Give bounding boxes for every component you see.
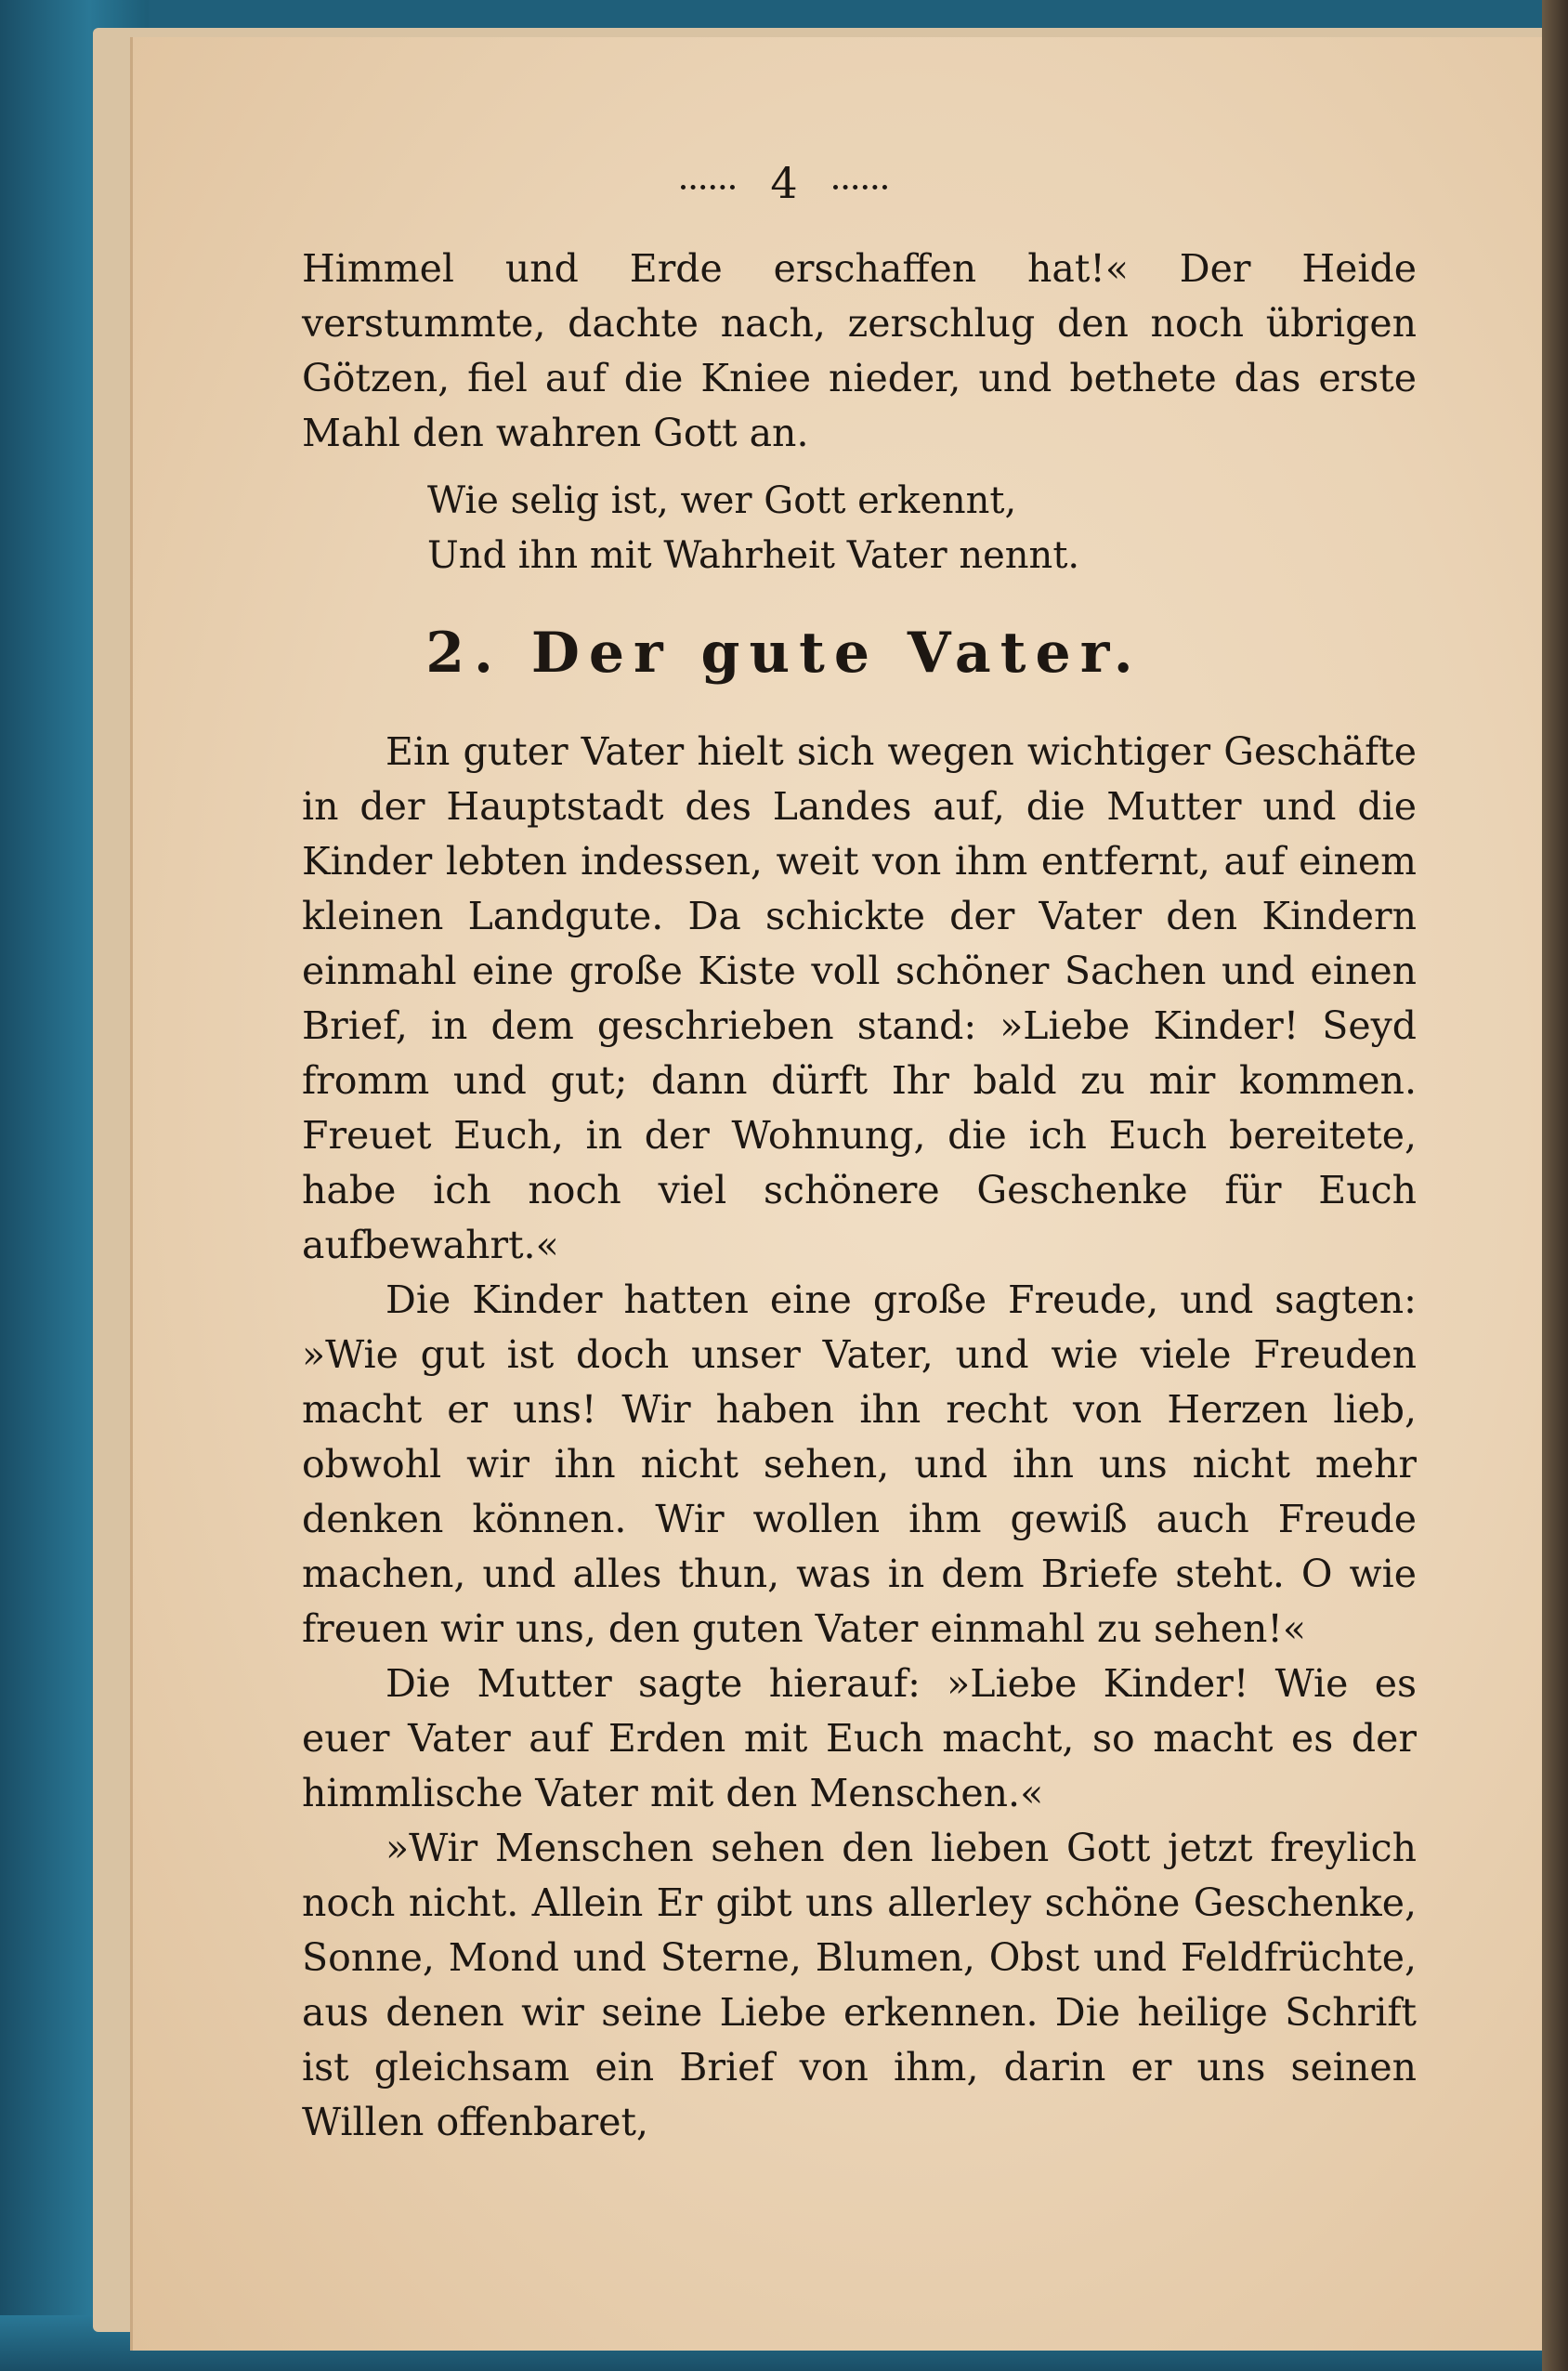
intro-text-block xyxy=(302,242,1417,461)
intro-paragraph: Himmel und Erde erschaffen hat!« Der Heide verstummte, dachte nach, zerschlug den noch übrigen Götzen, fiel auf die Kniee nieder, und bethete das erste Mahl den wahren Gott an. xyxy=(302,246,1417,455)
body-paragraph: Ein guter Vater hielt sich wegen wichtiger Geschäfte in der Hauptstadt des Landes auf, die Mutter und die Kinder lebten indessen, weit von ihm entfernt, auf einem kleinen Landgute. Da schickte der Vater den Kindern einmahl eine große Kiste voll schöner Sachen und einen Brief, in dem geschrieben stand: »Liebe Kinder! Seyd fromm und gut; dann dürft Ihr bald zu mir kommen. Freuet Euch, in der Wohnung, die ich Euch bereitete, habe ich noch viel schönere Geschenke für Euch aufbewahrt.« xyxy=(302,729,1417,1267)
verse-line: Wie selig ist, wer Gott erkennt, xyxy=(427,479,1017,522)
chapter-title: 2. Der gute Vater. xyxy=(425,621,1143,686)
body-paragraph: Die Mutter sagte hierauf: »Liebe Kinder! Wie es euer Vater auf Erden mit Euch macht, so macht es der himmlische Vater mit den Menschen.« xyxy=(302,1661,1417,1815)
page-number: 4 xyxy=(770,158,798,208)
facing-page-edge xyxy=(1542,0,1568,2371)
page-header xyxy=(0,158,1568,208)
header-ornament-left xyxy=(681,185,735,190)
verse-line: Und ihn mit Wahrheit Vater nennt. xyxy=(427,534,1080,577)
body-paragraph: »Wir Menschen sehen den lieben Gott jetzt freylich noch nicht. Allein Er gibt uns allerley schöne Geschenke, Sonne, Mond und Sterne, Blumen, Obst und Feldfrüchte, aus denen wir seine Liebe erkennen. Die heilige Schrift ist gleichsam ein Brief von ihm, darin er uns seinen Willen offenbaret, xyxy=(302,1826,1417,2144)
verse-block xyxy=(427,474,1449,583)
chapter-body xyxy=(302,725,1417,2150)
body-paragraph: Die Kinder hatten eine große Freude, und sagten: »Wie gut ist doch unser Vater, und wie viele Freuden macht er uns! Wir haben ihn recht von Herzen lieb, obwohl wir ihn nicht sehen, und ihn uns nicht mehr denken können. Wir wollen ihm gewiß auch Freude machen, und alles thun, was in dem Briefe steht. O wie freuen wir uns, den guten Vater einmahl zu sehen!« xyxy=(302,1277,1417,1651)
header-ornament-right xyxy=(833,185,887,190)
